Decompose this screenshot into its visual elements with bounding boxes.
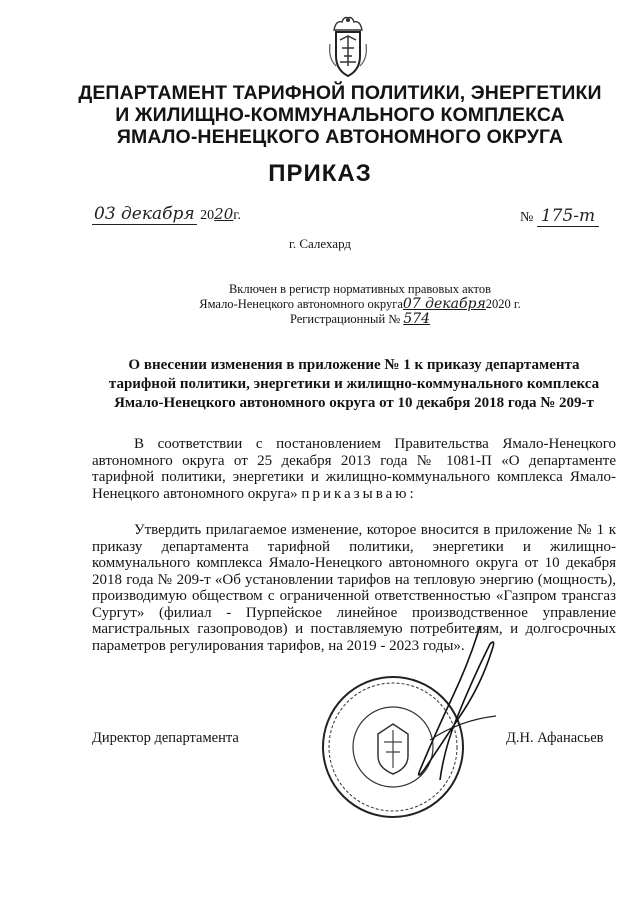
registry-line-2 bbox=[180, 297, 540, 312]
registry-line-3 bbox=[180, 312, 540, 327]
city: г. Салехард bbox=[288, 236, 352, 251]
operative-paragraph: Утвердить прилагаемое изменение, которое вносится в приложение № 1 к приказу департамента тарифной политики, энергетики и жилищно-коммунального комплекса Ямало-Ненецкого автономного округа от 10 декабря 2018 года № 209-т «Об установлении тарифов на тепловую энергию (мощность), производимую обществом с ограниченной ответственностью «Газпром трансгаз Сургут» (филиал - Пурпейское линейное производственное управление магистральных газопроводов) и поставляемую потребителям, и долгосрочных параметров регулирования тарифов, на 2019 - 2023 годы». bbox=[92, 522, 616, 654]
order-date-handwritten: 03 декабря bbox=[94, 204, 195, 224]
department-name-line-2: И ЖИЛИЩНО-КОММУНАЛЬНОГО КОМПЛЕКСА bbox=[115, 104, 565, 126]
order-year-suffix: г. bbox=[233, 208, 241, 223]
order-date bbox=[92, 204, 241, 224]
order-year-handwritten: 20 bbox=[214, 205, 234, 223]
registry-date-handwritten: 07 декабря bbox=[402, 296, 486, 312]
order-subject bbox=[92, 356, 616, 413]
document-title: ПРИКАЗ bbox=[268, 160, 372, 187]
order-number-prefix: № bbox=[520, 210, 534, 225]
preamble-text: В соответствии с постановлением Правительства Ямало-Ненецкого автономного округа от 25 декабря 2013 года № 1081-П «О департаменте тарифной политики, энергетики и жилищно-коммунального комплекса Ямало-Ненецкого автономного округа» bbox=[92, 436, 616, 502]
registry-line-1: Включен в регистр нормативных правовых актов bbox=[228, 282, 492, 296]
order-year-prefix: 20 bbox=[200, 208, 215, 223]
department-name-line-3: ЯМАЛО-НЕНЕЦКОГО АВТОНОМНОГО ОКРУГА bbox=[116, 126, 564, 148]
signer-name: Д.Н. Афанасьев bbox=[506, 730, 604, 746]
registry-number-label: Регистрационный № bbox=[289, 312, 401, 326]
subject-line-1: О внесении изменения в приложение № 1 к приказу департамента bbox=[128, 357, 580, 373]
preamble-paragraph bbox=[92, 436, 616, 502]
command-word: приказываю: bbox=[301, 485, 417, 502]
order-number-handwritten: 175-т bbox=[537, 206, 599, 227]
registry-note bbox=[180, 282, 540, 327]
registry-number-handwritten: 574 bbox=[403, 311, 431, 327]
signer-position: Директор департамента bbox=[92, 730, 239, 746]
coat-of-arms-icon bbox=[326, 14, 370, 80]
subject-line-3: Ямало-Ненецкого автономного округа от 10 декабря 2018 года № 209-т bbox=[114, 395, 594, 411]
registry-region: Ямало-Ненецкого автономного округа bbox=[199, 297, 403, 311]
handwritten-signature-icon bbox=[400, 620, 520, 790]
department-name-line-1: ДЕПАРТАМЕНТ ТАРИФНОЙ ПОЛИТИКИ, ЭНЕРГЕТИКИ bbox=[78, 82, 602, 104]
subject-line-2: тарифной политики, энергетики и жилищно-коммунального комплекса bbox=[108, 376, 600, 392]
order-number bbox=[520, 206, 599, 226]
registry-year: 2020 г. bbox=[485, 297, 521, 311]
